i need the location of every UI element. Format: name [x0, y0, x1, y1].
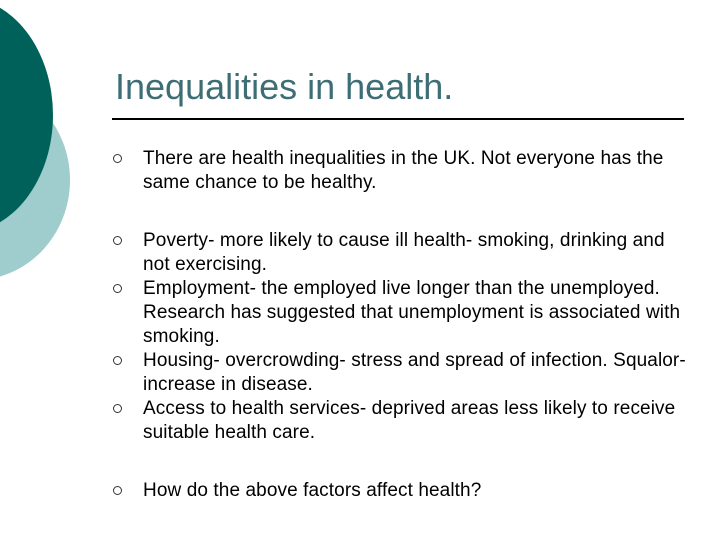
- bullet-item: [112, 229, 692, 277]
- title-underline: [112, 118, 684, 120]
- bullet-text: Poverty- more likely to cause ill health- smoking, drinking and not exercising.: [143, 230, 665, 275]
- bullet-text: Employment- the employed live longer than the unemployed. Research has suggested that unemployment is associated with smoking.: [143, 278, 681, 347]
- bullet-item: [112, 479, 692, 503]
- hollow-circle-bullet-icon: [113, 236, 122, 245]
- bullet-item: [112, 349, 692, 397]
- hollow-circle-bullet-icon: [113, 154, 122, 163]
- hollow-circle-bullet-icon: [113, 486, 122, 495]
- hollow-circle-bullet-icon: [113, 404, 122, 413]
- bullet-text: Access to health services- deprived areas less likely to receive suitable health care.: [143, 398, 676, 443]
- bullet-item: [112, 147, 692, 195]
- bullet-text: Housing- overcrowding- stress and spread of infection. Squalor- increase in disease.: [143, 350, 686, 395]
- bullet-text: There are health inequalities in the UK. Not everyone has the same chance to be healthy.: [143, 148, 664, 193]
- bullet-text: How do the above factors affect health?: [143, 480, 482, 501]
- hollow-circle-bullet-icon: [113, 284, 122, 293]
- bullet-item: [112, 397, 692, 445]
- hollow-circle-bullet-icon: [113, 356, 122, 365]
- bullet-item: [112, 277, 692, 349]
- slide-title: Inequalities in health.: [115, 66, 454, 107]
- bullet-list: [112, 147, 692, 503]
